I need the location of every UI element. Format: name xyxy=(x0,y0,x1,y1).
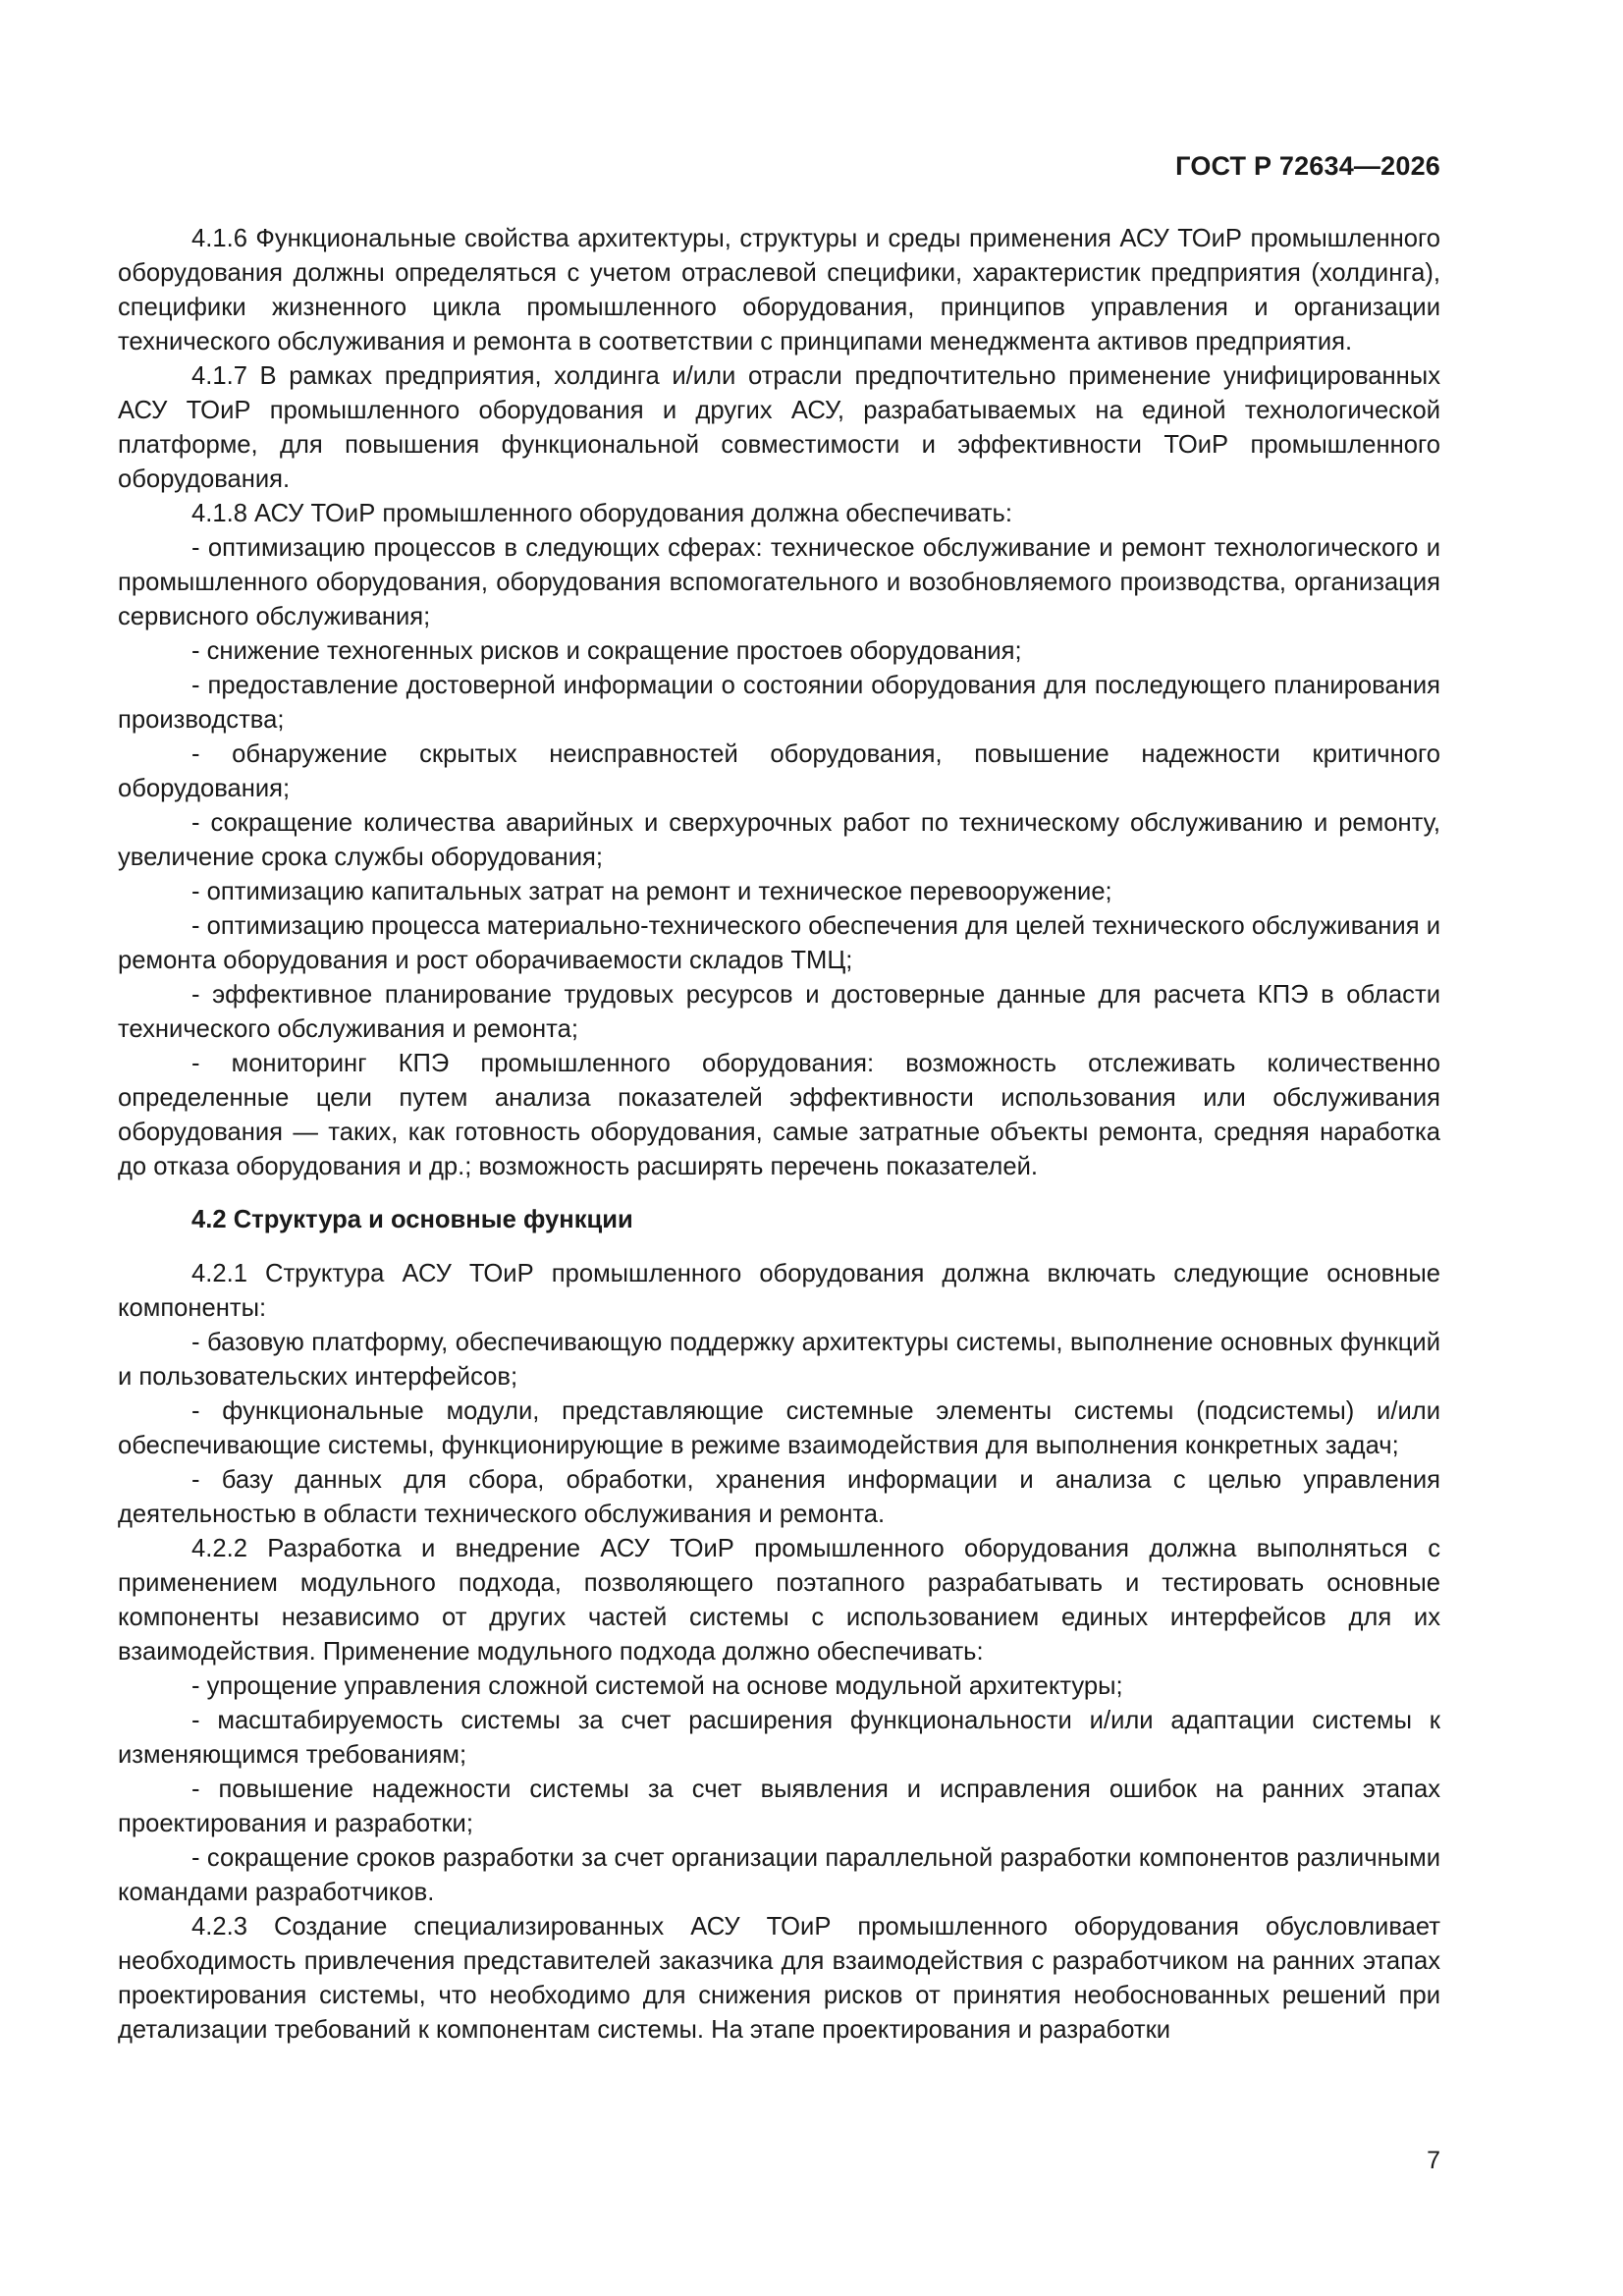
document-body xyxy=(118,222,1440,2048)
list-item: - мониторинг КПЭ промышленного оборудования: возможность отслеживать количественно определенные цели путем анализа показателей эффективности использования или обслуживания оборудования — таких, как готовность оборудования, самые затратные объекты ремонта, средняя наработка до отказа оборудования и др.; возможность расширять перечень показателей. xyxy=(118,1050,1440,1180)
list-item: - обнаружение скрытых неисправностей оборудования, повышение надежности критичного оборудования; xyxy=(118,740,1440,802)
list-item: - эффективное планирование трудовых ресурсов и достоверные данные для расчета КПЭ в области технического обслуживания и ремонта; xyxy=(118,981,1440,1043)
section-heading: 4.2 Структура и основные функции xyxy=(191,1206,633,1233)
list-item: - упрощение управления сложной системой на основе модульной архитектуры; xyxy=(191,1672,1123,1700)
paragraph-4-1-6: 4.1.6 Функциональные свойства архитектуры, структуры и среды применения АСУ ТОиР промышленного оборудования должны определяться с учетом отраслевой специфики, характеристик предприятия (холдинга), специфики жизненного цикла промышленного оборудования, принципов управления и организации технического обслуживания и ремонта в соответствии с принципами менеджмента активов предприятия. xyxy=(118,225,1440,355)
paragraph-4-2-1: 4.2.1 Структура АСУ ТОиР промышленного оборудования должна включать следующие основные компоненты: xyxy=(118,1260,1440,1322)
paragraph-4-1-7: 4.1.7 В рамках предприятия, холдинга и/или отрасли предпочтительно применение унифицированных АСУ ТОиР промышленного оборудования и других АСУ, разрабатываемых на единой технологической платформе, для повышения функциональной совместимости и эффективности ТОиР промышленного оборудования. xyxy=(118,362,1440,493)
list-item: - оптимизацию процессов в следующих сферах: техническое обслуживание и ремонт технологического и промышленного оборудования, оборудования вспомогательного и возобновляемого производства, организация сервисного обслуживания; xyxy=(118,534,1440,630)
list-item: - снижение техногенных рисков и сокращение простоев оборудования; xyxy=(191,637,1022,665)
list-item: - повышение надежности системы за счет выявления и исправления ошибок на ранних этапах проектирования и разработки; xyxy=(118,1776,1440,1837)
paragraph-4-2-2: 4.2.2 Разработка и внедрение АСУ ТОиР промышленного оборудования должна выполняться с применением модульного подхода, позволяющего поэтапного разрабатывать и тестировать основные компоненты независимо от других частей системы с использованием единых интерфейсов для их взаимодействия. Применение модульного подхода должно обеспечивать: xyxy=(118,1535,1440,1666)
list-item: - базу данных для сбора, обработки, хранения информации и анализа с целью управления деятельностью в области технического обслуживания и ремонта. xyxy=(118,1466,1440,1528)
list-item: - предоставление достоверной информации о состоянии оборудования для последующего планирования производства; xyxy=(118,672,1440,734)
list-item: - сокращение количества аварийных и сверхурочных работ по техническому обслуживанию и ремонту, увеличение срока службы оборудования; xyxy=(118,809,1440,871)
paragraph-4-1-8: 4.1.8 АСУ ТОиР промышленного оборудования должна обеспечивать: xyxy=(191,500,1012,527)
page-number: 7 xyxy=(1427,2147,1440,2174)
list-item: - оптимизацию капитальных затрат на ремонт и техническое перевооружение; xyxy=(191,878,1112,905)
list-item: - сокращение сроков разработки за счет организации параллельной разработки компонентов различными командами разработчиков. xyxy=(118,1844,1440,1906)
list-item: - функциональные модули, представляющие системные элементы системы (подсистемы) и/или обеспечивающие системы, функционирующие в режиме взаимодействия для выполнения конкретных задач; xyxy=(118,1397,1440,1459)
list-item: - оптимизацию процесса материально-технического обеспечения для целей технического обслуживания и ремонта оборудования и рост оборачиваемости складов ТМЦ; xyxy=(118,912,1440,974)
paragraph-4-2-3: 4.2.3 Создание специализированных АСУ ТОиР промышленного оборудования обусловливает необходимость привлечения представителей заказчика для взаимодействия с разработчиком на ранних этапах проектирования системы, что необходимо для снижения рисков от принятия необоснованных решений при детализации требований к компонентам системы. На этапе проектирования и разработки xyxy=(118,1913,1440,2044)
list-item: - базовую платформу, обеспечивающую поддержку архитектуры системы, выполнение основных функций и пользовательских интерфейсов; xyxy=(118,1329,1440,1391)
document-code: ГОСТ Р 72634—2026 xyxy=(1175,151,1440,181)
list-item: - масштабируемость системы за счет расширения функциональности и/или адаптации системы к изменяющимся требованиям; xyxy=(118,1707,1440,1769)
